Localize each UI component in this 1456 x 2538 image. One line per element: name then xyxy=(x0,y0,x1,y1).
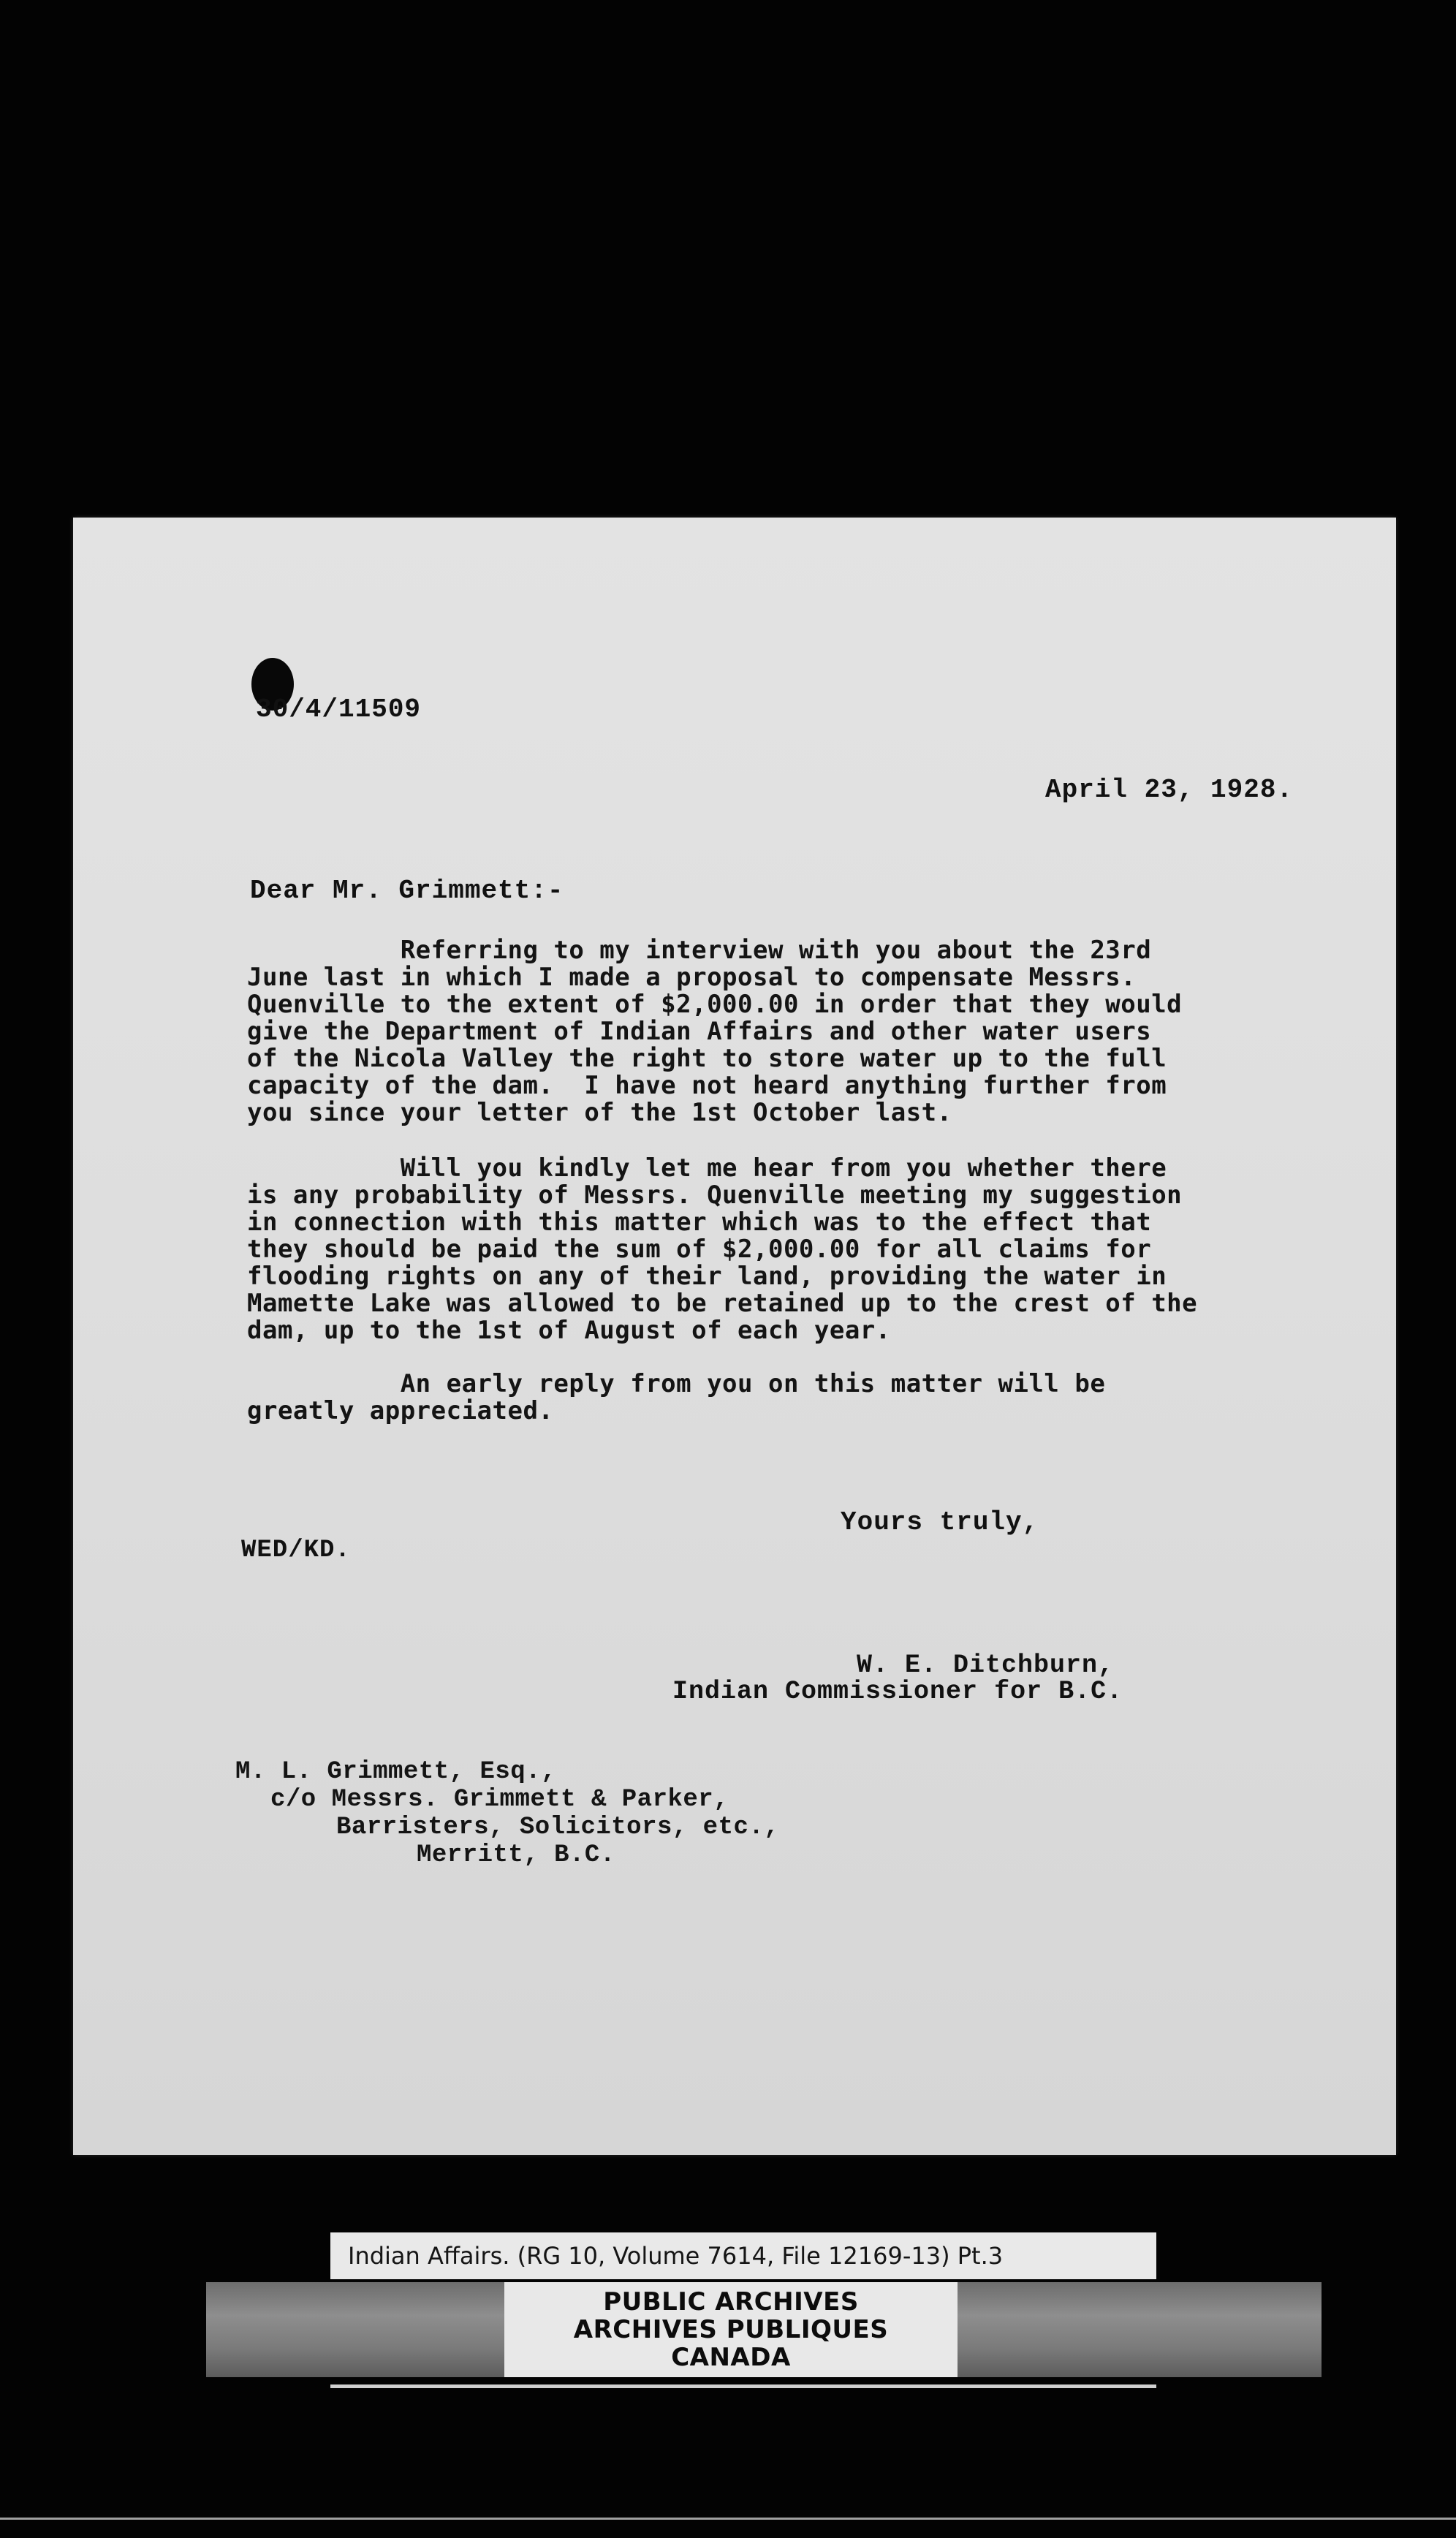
divider xyxy=(0,2518,1456,2520)
address-line: Barristers, Solicitors, etc., xyxy=(336,1814,780,1841)
body-paragraph-2: Will you kindly let me hear from you whether there is any probability of Messrs. Quenville meeting my suggestion in connection with this matter which was to the effect that they should be paid the sum of $2,000.00 for all claims for flooding rights on any of their land, providing the water in Mamette Lake was allowed to be retained up to the crest of the dam, up to the 1st of August of each year. xyxy=(247,1154,1198,1345)
file-reference: 30/4/11509 xyxy=(256,694,422,724)
archive-stamp xyxy=(504,2282,958,2377)
address-line: Merritt, B.C. xyxy=(417,1841,615,1869)
stamp-line: PUBLIC ARCHIVES xyxy=(603,2287,859,2317)
body-paragraph-3: An early reply from you on this matter will be greatly appreciated. xyxy=(247,1369,1106,1425)
letter-date: April 23, 1928. xyxy=(1045,775,1294,805)
stamp-line: CANADA xyxy=(671,2343,791,2372)
signer-title: Indian Commissioner for B.C. xyxy=(672,1677,1123,1706)
address-line: M. L. Grimmett, Esq., xyxy=(235,1758,556,1786)
typist-initials: WED/KD. xyxy=(241,1537,351,1564)
archive-reference-label xyxy=(330,2232,1156,2279)
archive-reference-text: Indian Affairs. (RG 10, Volume 7614, File 12169-13) Pt.3 xyxy=(348,2242,1004,2270)
signer-name: W. E. Ditchburn, xyxy=(857,1651,1115,1680)
stamp-line: ARCHIVES PUBLIQUES xyxy=(573,2315,889,2344)
closing: Yours truly, xyxy=(841,1507,1039,1537)
divider xyxy=(330,2384,1156,2388)
body-paragraph-1: Referring to my interview with you about the 23rd June last in which I made a proposal to compensate Messrs. Quenville to the extent of $2,000.00 in order that they would give the Department of Indian Affairs and other water users of the Nicola Valley the right to store water up to the full capacity of the dam. I have not heard anything further from you since your letter of the 1st October last. xyxy=(247,936,1183,1127)
address-line: c/o Messrs. Grimmett & Parker, xyxy=(270,1786,729,1814)
salutation: Dear Mr. Grimmett:- xyxy=(250,876,564,906)
